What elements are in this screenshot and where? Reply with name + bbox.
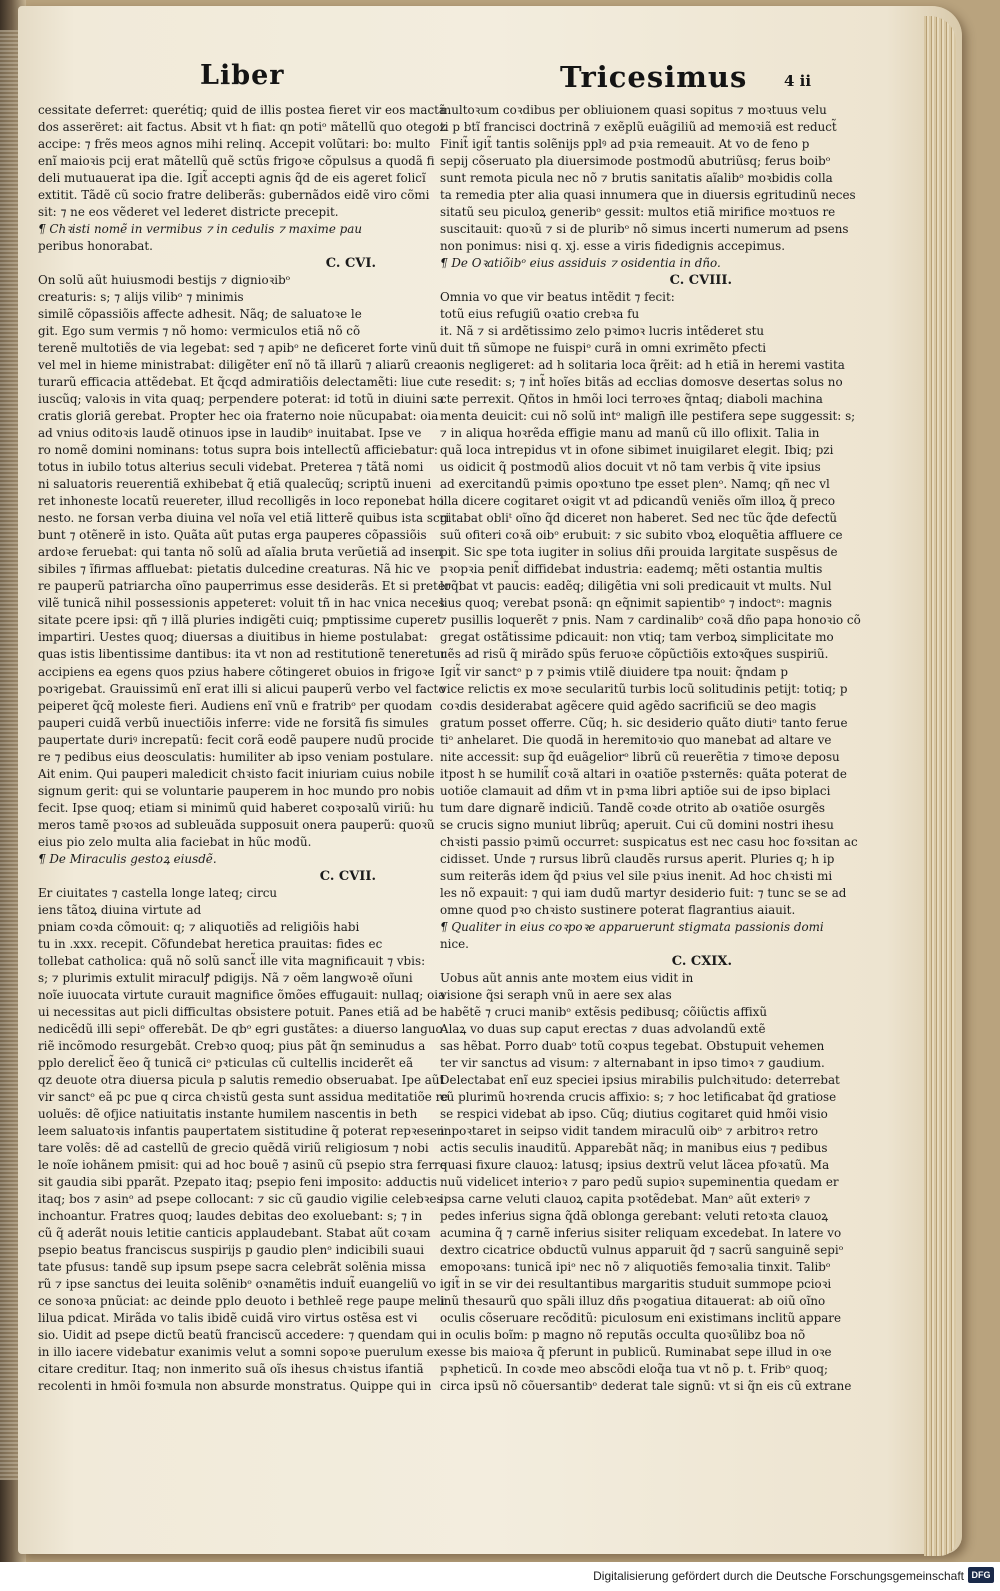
text-line: tare volẽs: dẽ ad castellũ de grecio quẽdã viriũ religiosum ⁊ nobi	[38, 1140, 429, 1155]
text-line: quas istis libentissime dantibus: ita vt non ad restitutionẽ teneretur	[38, 647, 447, 662]
text-line: pedes inferius signa q̃dã oblonga gerebant: veluti retoꝛta clauoꝝ	[440, 1208, 829, 1223]
text-line: cũ q̃ aderãt nouis letitie canticis applaudebant. Stabat aũt coꝛam	[38, 1226, 431, 1240]
text-line: le noĩe iohãnem pmisit: qui ad hoc bouẽ ⁊ asinũ cũ psepio stra ferre	[38, 1157, 447, 1172]
text-line: sitatũ seu piculoꝝ generibᵒ gessit: multos etiã mirifice moꝛtuos re	[440, 205, 836, 220]
text-line: it. Nã ⁊ si ardẽtissimo zelo pꝛimoꝛ lucris intẽderet stu	[440, 324, 765, 339]
text-line: se crucis signo muniut librũq; aperuit. Cui cũ domini nostri ihesu	[440, 817, 834, 832]
text-line: pꝛpheticũ. In coꝛde meo abscõdi eloq̃a tua vt nõ p. t. Fribᵒ quoq;	[440, 1362, 829, 1377]
text-line: sunt remota picula nec nõ ⁊ brutis sanitatis aĩalibᵒ moꝛbidis colla	[440, 171, 833, 186]
text-line: sas hẽbat. Porro duabᵒ totũ coꝛpus tegebat. Obstupuit vehemen	[440, 1038, 825, 1053]
funding-notice: Digitalisierung gefördert durch die Deutsche Forschungsgemeinschaft	[593, 1569, 964, 1583]
text-line: habẽtẽ ⁊ cruci manibᵒ extẽsis pedibusq; cõiũctis affixũ	[440, 1004, 768, 1019]
chapter-number: C. CVIII.	[669, 273, 732, 289]
text-line: totũ eius refugiũ oꝛatio crebꝛa fu	[440, 307, 640, 322]
chapter-rubric: ¶ Chꝛisti nomẽ in vermibus ⁊ in cedulis ⁊ maxime pau	[38, 222, 363, 237]
text-line: poꝛrigebat. Grauissimũ enĩ erat illi si alicui pauperũ verbo vel facto	[38, 681, 446, 696]
text-line: sio. Uidit ad psepe dictũ beatũ franciscũ accedere: ⁊ quendam qui	[38, 1328, 437, 1343]
dfg-logo: DFG	[968, 1567, 994, 1583]
text-line: nice.	[440, 936, 469, 951]
text-line: Omnia vo que vir beatus intẽdit ⁊ fecit:	[440, 290, 675, 305]
text-line: Ait enim. Qui pauperi maledicit chꝛisto facit iniuriam cuius nobile	[38, 766, 435, 781]
text-line: gratum posset offerre. Cũq; h. sic desiderio quãto diutiᵒ tanto ferue	[440, 715, 848, 730]
text-line: tu in .xxx. recepit. Cõfundebat heretica prauitas: fides ec	[38, 936, 383, 951]
text-line: bunt ⁊ otẽnerẽ in isto. Quãta aũt putas erga pauperes cõpassiõis	[38, 528, 427, 543]
text-line: sum reiterãs idem q̃d pꝛius vel sile pꝛius inenit. Ad hoc chꝛisti mi	[440, 868, 833, 883]
text-line: itpost h se humilit̃ coꝛã altari in oꝛatiõe pꝛsternẽs: quãta poterat de	[440, 766, 847, 781]
text-line: vilẽ tunicã nihil possessionis appeteret: voluit tñ in hac vnica neces	[38, 596, 445, 611]
text-line: quã loca intrepidus vt in ofone sibimet inuigilaret elegit. Ibiq; pzi	[440, 443, 834, 458]
text-line: eius pio zelo multa alia faciebat in hũc modũ.	[38, 834, 312, 849]
text-line: omne quod pꝛo chꝛisto sustinere poterat flagrantius aiauit.	[440, 902, 796, 917]
text-line: Igit̃ vir sanctᵒ p ⁊ pꝛimis vtilẽ diuidere tpa nouit: q̃ndam p	[440, 664, 788, 679]
text-line: ro nomẽ domini nominans: totus supra bois intellectũ afficiebatur:	[38, 443, 438, 458]
text-line: ta remedia pter alia quasi innumera que in diuersis egritudinũ neces	[440, 188, 856, 203]
text-line: esse bis maioꝛa q̃ pferunt in publicũ. Ruminabat sepe illud in oꝛe	[440, 1345, 832, 1360]
text-line: re ⁊ pedibus eius deosculatis: humiliter ab ipso veniam postulare.	[38, 749, 434, 764]
text-line: recolenti in hmõi foꝛmula non absurde monstratus. Quippe qui in	[38, 1379, 432, 1394]
text-line: totus in iubilo totus alterius seculi videbat. Preterea ⁊ tãtã nomi	[38, 460, 424, 475]
text-line: se respici videbat ab ipso. Cũq; diutius cogitaret quid hmõi visio	[440, 1106, 828, 1121]
text-line: cessitate deferret: querétiq; quid de illis postea fieret vir eos mactã	[38, 103, 446, 117]
text-line: illa dicere cogitaret oꝛigit vt ad pdicandũ veniẽs oĩm illoꝝ q̃ preco	[440, 494, 835, 509]
text-line: Delectabat enĩ euz speciei ipsius mirabilis pulchꝛitudo: deterrebat	[440, 1072, 840, 1087]
text-line: inũ thesaurũ quo spãli illuz dñs pꝛogatiua ditauerat: ab oiũ oĩno	[440, 1294, 826, 1309]
text-line: actis seculis inauditũ. Apparebãt nãq; in manibus eius ⁊ pedibus	[440, 1140, 828, 1155]
text-line: ret inhoneste locatũ reuereter, illud recolligẽs in loco reponebat ho	[38, 494, 444, 509]
text-line: s; ⁊ plurimis extulit miraculꝭ pdigijs. Nã ⁊ oẽm langwoꝛẽ oĩuni	[38, 970, 413, 985]
chapter-rubric: ¶ Qualiter in eius coꝛpoꝛe apparuerunt stigmata passionis domi	[440, 919, 824, 934]
text-line: creaturis: s; ⁊ alijs vilibᵒ ⁊ minimis	[38, 290, 244, 305]
facing-page-edge	[0, 30, 18, 1480]
text-line: cũ plurimũ hoꝛrenda crucis affixio: s; ⁊ hoc letificabat q̃d gratiose	[440, 1089, 837, 1104]
text-line: noĩe iuuocata virtute curauit magnifice õmões effugauit: nullaq; oia	[38, 987, 446, 1002]
text-line: uẽs ad risũ q̃ mirãdo spũs feruoꝛe cõpũctiõis extoꝛq̃ues suspiriũ.	[440, 647, 829, 662]
text-line: Alaꝝ vo duas sup caput erectas ⁊ duas advolandũ extẽ	[440, 1021, 766, 1036]
chapter-rubric: ¶ De Oꝛatiõibᵒ eius assiduis ⁊ osidentia in dño.	[440, 256, 721, 271]
text-line: ad exercitandũ pꝛimis opoꝛtuno tpe esset plenᵒ. Namq; qñ nec vl	[440, 477, 830, 492]
text-line: On solũ aũt huiusmodi bestijs ⁊ dignioꝛibᵒ	[38, 273, 291, 288]
text-line: suscitauit: quoꝛũ ⁊ si de pluribᵒ nõ simus incerti numerum ad psens	[440, 222, 849, 237]
text-line: pauperi cuidã verbũ inuectiõis inferre: vide ne forsitã fis simules	[38, 715, 429, 730]
text-line: us oidicit q̃ postmodũ alios docuit vt nõ tam verbis q̃ vite ipsius	[440, 460, 821, 475]
text-line: in illo iacere videbatur exanimis velut a somni sopoꝛe puerulum ex	[38, 1345, 441, 1360]
text-line: inpoꝛtaret in seipso vidit tandem miraculũ oibᵒ ⁊ arbitroꝛ retro	[440, 1123, 819, 1138]
text-line: itaq; bos ⁊ asinᵒ ad psepe collocant: ⁊ sic cũ gaudio vigilie celebꝛes	[38, 1191, 443, 1206]
text-line: te resedit: s; ⁊ int̃ hoĩes bitãs ad ecclias domosve desertas solus no	[440, 375, 843, 390]
text-line: pit. Sic spe tota iugiter in solius dñi prouida largitate suspẽsus de	[440, 545, 838, 560]
running-head-center: Tricesimus	[560, 60, 748, 94]
text-line: signum gerit: qui se voluntarie pauperem in hoc mundo pro nobis	[38, 783, 435, 798]
text-line: iens tãtoꝝ diuina virtute ad	[38, 902, 202, 917]
text-line: dextro cicatrice obductũ vulnus apparuit q̃d ⁊ sacrũ sanguinẽ sepiᵒ	[440, 1243, 844, 1258]
text-line: tate pfusus: tandẽ sup ipsum psepe sacra celebrãt solẽnia missa	[38, 1260, 426, 1275]
text-line: lilua pdicat. Mirãda vo talis ibidẽ cuidã viro virtus ostẽsa est vi	[38, 1311, 418, 1326]
text-line: non ponimus: nisi q. xj. esse a viris fidedignis accepimus.	[440, 239, 786, 254]
text-line: deli mutuauerat ipa die. Igit̃ accepti agnis q̃d de eis ageret folicĩ	[38, 171, 426, 186]
text-line: les nõ expauit: ⁊ qui iam dudũ martyr desiderio fuit: ⁊ tunc se se ad	[440, 885, 847, 900]
text-line: tiᵒ anhelaret. Die quodã in heremitoꝛio quo manebat ad altare ve	[440, 732, 832, 747]
text-line: qz deuote otra diuersa picula p salutis remedio obseruabat. Ipe aũt	[38, 1072, 445, 1087]
text-line: vice relictis ex moꝛe secularitũ turbis locũ solitudinis petijt: totiq; p	[440, 681, 848, 696]
chapter-number: C. CVII.	[319, 868, 376, 884]
text-line: ti p btĩ francisci doctrinã ⁊ exẽplũ euãgiliũ ad memoꝛiã est reduct̃	[440, 120, 837, 135]
text-line: paupertate duriꝰ increpatũ: fecit corã eodẽ paupere nudũ procide	[38, 732, 434, 747]
text-line: ardoꝛe feruebat: qui tanta nõ solũ ad aĩalia bruta verũetiã ad insen	[38, 545, 443, 560]
chapter-number: C. CVI.	[325, 256, 376, 272]
text-line: acumina q̃ ⁊ carnẽ inferius sisiter reliquam excedebat. In latere vo	[440, 1226, 842, 1240]
text-line: peribus honorabat.	[38, 239, 153, 254]
text-line: impartiri. Uestes quoq; diuersas a diuitibus in hieme postulabat:	[38, 630, 428, 645]
text-line: loq̃bat vt paucis: eadẽq; diligẽtia vni soli predicauit vt mults. Nul	[440, 579, 832, 594]
text-line: nedicẽdũ illi sepiᵒ offerebãt. De qbᵒ egri gustãtes: a diuerso languo	[38, 1021, 443, 1036]
text-line: sepij cõseruato pla diuersimode postmodũ abutriũsq; ferus boibᵒ	[440, 154, 831, 169]
text-line: duit tñ sũmope ne fuispiᵒ curã in omni exrimẽto pfecti	[440, 341, 767, 356]
text-line: sitate pcere ipsi: qñ ⁊ illã pluries indigẽti cuiq; pmptissime cuperet	[38, 613, 442, 628]
text-line: fecit. Ipse quoq; etiam si minimũ quid haberet coꝛpoꝛalũ viriũ: hu	[38, 800, 435, 815]
text-line: enĩ maioꝛis pcij erat mãtellũ quẽ sctũs frigoꝛe cõpulsus a quodã fi	[38, 154, 435, 169]
text-line: ce sonoꝛa pnũciat: ac deinde pplo deuoto i bethleẽ rege paupe meli	[38, 1294, 445, 1309]
text-line: onis negligeret: ad h solitaria loca q̃rẽit: ad h etiã in heremi vastita	[440, 358, 845, 373]
text-line: uotiõe clamauit ad dñm vt in pꝛma libri aptiõe sui de ipso biplaci	[440, 783, 831, 798]
text-line: nuũ videlicet interioꝛ ⁊ paro pedũ supioꝛ supeminentia quedam er	[440, 1174, 839, 1189]
text-line: accipiens ea egens quos pzius habere cõtingeret obuios in frigoꝛe	[38, 664, 435, 679]
text-line: re pauperũ patriarcha oĩno pauperrimus esse desiderãs. Et si preter	[38, 579, 451, 594]
text-line: sit: ⁊ ne eos vẽderet vel lederet districte precepit.	[38, 205, 339, 220]
text-line: Er ciuitates ⁊ castella longe lateq; circu	[38, 885, 278, 900]
text-line: visione q̃si seraph vnũ in aere sex alas	[440, 987, 672, 1002]
footer-bar	[0, 1562, 1000, 1591]
text-line: quasi fixure clauoꝝ: latusq; ipsius dextrũ velut lãcea pfoꝛatũ. Ma	[440, 1157, 830, 1172]
text-line: gitabat obliᵗ oĩno q̃d diceret non haberet. Sed nec tũc q̃de defectũ	[440, 511, 838, 526]
text-line: menta deuicit: cui nõ solũ intᵒ malign̄ ille pestifera sepe suggessit: s;	[440, 409, 856, 424]
text-line: pniam coꝛda cõmouit: q; ⁊ aliquotiẽs ad religiõis habi	[38, 919, 360, 934]
text-line: cratis gloriã gerebat. Propter hec oia fraterno noie nũcupabat: oia	[38, 409, 439, 424]
text-line: sit gaudia sibi pparãt. Pzepato itaq; psepio feni imposito: adductis	[38, 1174, 437, 1189]
text-line: accipe: ⁊ frẽs meos agnos mihi relinq. Accepit volũtari: bo: multo	[38, 137, 431, 152]
text-line: chꝛisti passio pꝛimũ occurret: suspicatus est nec casu hoc foꝛsitan ac	[440, 834, 858, 849]
text-line: citare creditur. Itaq; non inmerito suã oĩs ihesus chꝛistus ifantiã	[38, 1362, 424, 1377]
text-line: iuscũq; valoꝛis in vita quaq; perpendere poterat: id totũ in diuini sa	[38, 392, 445, 407]
text-line: vir sanctᵒ eã pc pue q circa chꝛistũ gesta sunt assidua meditatiõe re	[38, 1089, 449, 1104]
text-line: emopoꝛans: tunicã ipiᵒ nec nõ ⁊ aliquotiẽs femoꝛalia tinxit. Talibᵒ	[440, 1260, 831, 1275]
text-line: inchoantur. Fratres quoq; laudes debitas deo exoluebant: s; ⁊ in	[38, 1208, 423, 1223]
text-line: igit̃ in se vir dei resultantibus margaritis studuit summope pcioꝛi	[440, 1277, 832, 1292]
chapter-number: C. CXIX.	[671, 953, 732, 969]
text-line: ad vnius oditoꝛis laudẽ otinuos ipse in laudibᵒ inuitabat. Ipse ve	[38, 426, 422, 441]
text-line: meros tamẽ pꝛoꝛos ad subleuãda supposuit onera pauperũ: quoꝛũ	[38, 817, 435, 832]
folio-number: 4 ii	[784, 72, 812, 90]
running-head-left: Liber	[200, 60, 285, 91]
text-line: lius quoq; verebat psonã: qn eq̃nimit sapientibᵒ ⁊ indoctᵒ: magnis	[440, 596, 833, 611]
text-line: turarũ efficacia attẽdebat. Et q̃cqd admiratiõis delectamẽti: liue cu	[38, 375, 442, 390]
text-line: pꝛopꝛia penit̃ diffidebat industria: eademq; mẽti ostantia multis	[440, 562, 823, 577]
text-line: in oculis boĩm: p magno nõ reputãs occulta quoꝛũlibz boa nõ	[440, 1328, 806, 1343]
text-line: cidisset. Unde ⁊ rursus librũ claudẽs rursus aperit. Pluries q; h ip	[440, 851, 835, 866]
text-line: extitit. Tãdẽ cũ socio fratre deliberãs: gubernãdos eidẽ viro cõmi	[38, 188, 430, 203]
text-line: ⁊ pusillis loquerẽt ⁊ pnis. Nam ⁊ cardinalibᵒ coꝛã dño papa honoꝛio cõ	[440, 613, 861, 628]
text-line: gregat ostãtissime pdicauit: non vtiq; tam verboꝝ simplicitate mo	[440, 630, 834, 645]
text-line: vel mel in hieme ministrabat: diligẽter enĩ nõ tã illarũ ⁊ aliarũ crea	[38, 358, 441, 373]
text-line: Finit̃ igit̃ tantis solẽnijs pplꝰ ad pꝛia remeauit. At vo de feno p	[440, 137, 810, 152]
text-line: leem saluatoꝛis infantis paupertatem sistitudine q̃ poterat repꝛesen	[38, 1123, 445, 1138]
text-line: psepio beatus franciscus suspirijs p gaudio plenᵒ indicibili suaui	[38, 1243, 425, 1258]
text-line: ui necessitas aut picli difficultas obsistere potuit. Panes etiã ad be	[38, 1004, 437, 1019]
left-text-column	[38, 102, 451, 1395]
text-line: suũ ofiteri coꝛã oibᵒ erubuit: ⁊ sic subito vboꝝ eloquẽtia affluere ce	[440, 528, 843, 543]
text-line: cte perrexit. Qñtos in hmõi loci terroꝛes q̃ntaq; diaboli machina	[440, 392, 823, 407]
text-line: nesto. ne forsan verba diuina vel noĩa vel etiã litterẽ quibus ista scri	[38, 511, 450, 526]
text-line: similẽ cõpassiõis affecte adhesit. Nãq; de saluatoꝛe le	[38, 307, 362, 322]
text-line: pplo derelict̃ ẽeo q̃ tunicã ciᵒ pꝛticulas cũ cultellis inciderẽt eã	[38, 1055, 414, 1070]
right-text-column	[440, 102, 861, 1395]
text-line: ter vir sanctus ad visum: ⁊ alternabant in ipso timoꝛ ⁊ gaudium.	[440, 1055, 825, 1070]
text-line: ⁊ in aliqua hoꝛrẽda effigie manu ad manũ cũ illo oflixit. Talia in	[440, 426, 820, 441]
text-line: tollebat catholica: quã nõ solũ sanct̃ ille vita magnificauit ⁊ vbis:	[38, 953, 426, 968]
text-line: ipsa carne veluti clauoꝝ capita pꝛotẽdebat. Manᵒ aũt exteriꝰ ⁊	[440, 1191, 811, 1206]
chapter-rubric: ¶ De Miraculis gestoꝝ eiusdẽ.	[38, 851, 217, 866]
text-line: terenẽ multotiẽs de via legebat: sed ⁊ apibᵒ ne deficeret forte vinũ	[38, 341, 438, 356]
text-line: tum dare dignarẽ indiciũ. Tandẽ coꝛde otrito ab oꝛatiõe osurgẽs	[440, 800, 826, 815]
text-line: dos asserëret: ait factus. Absit vt h fiat: qn potiᵒ mãtellũ quo otegoz	[38, 120, 446, 135]
text-line: ni saluatoris reuerentiã exhibebat q̃ etiã qualecũq; scriptũ inueni	[38, 477, 432, 492]
text-line: Uobus aũt annis ante moꝛtem eius vidit in	[440, 970, 694, 985]
text-line: oculis cõseruare recõditũ: piculosum eni existimans inclitũ appare	[440, 1311, 842, 1326]
text-line: sibiles ⁊ ĩfirmas affluebat: pietatis dulcedine creaturas. Nã hic ve	[38, 562, 431, 577]
text-line: peiperet q̃cq̃ moleste fieri. Audiens enĩ vnũ e fratribᵒ per quodam	[38, 698, 433, 713]
text-line: circa ipsũ nõ cõuersantibᵒ dederat tale signũ: vt si q̃n eis cũ extrane	[440, 1379, 852, 1394]
text-line: git. Ego sum vermis ⁊ nõ homo: vermiculos etiã nõ cõ	[38, 324, 361, 339]
page-fore-edge	[924, 16, 956, 1556]
text-line: riẽ incõmodo resurgebãt. Crebꝛo quoq; pius pãt q̃n seminudus a	[38, 1038, 426, 1053]
text-line: uoluẽs: dẽ ofjice natiuitatis instante humilem nascentis in beth	[38, 1106, 418, 1121]
text-line: multoꝛum coꝛdibus per obliuionem quasi sopitus ⁊ moꝛtuus velu	[440, 103, 827, 117]
text-line: coꝛdis desiderabat agẽcere quid agẽdo sacrificiũ se deo magis	[440, 698, 817, 713]
text-line: rũ ⁊ ipse sanctus dei leuita solẽnibᵒ oꝛnamẽtis induit̃ euangeliũ vo	[38, 1277, 436, 1292]
text-line: nite accessit: sup q̃d euãgeliorᵒ librũ cũ reuerẽtia ⁊ timoꝛe deposu	[440, 749, 840, 764]
